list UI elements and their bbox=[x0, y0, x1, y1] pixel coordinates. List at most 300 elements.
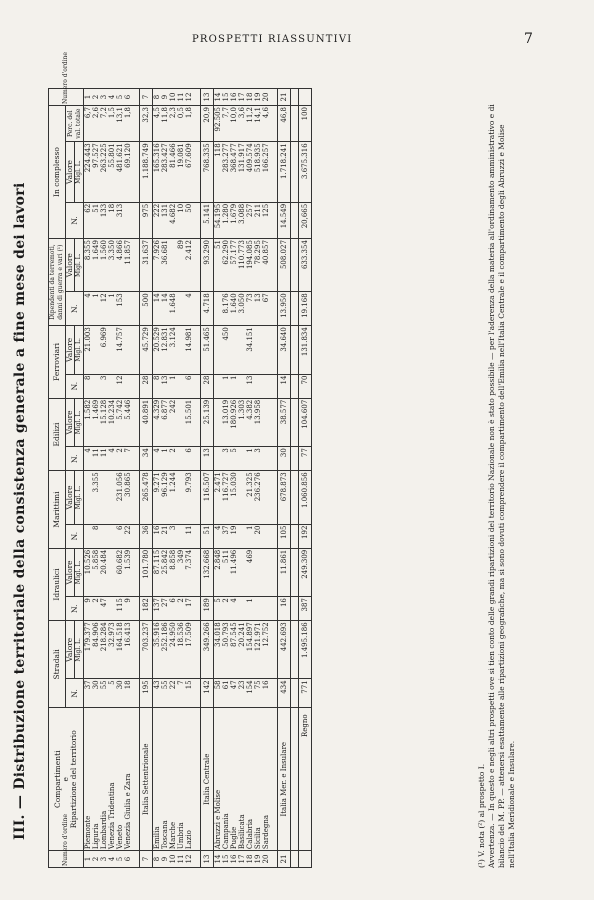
page-header bbox=[0, 31, 594, 54]
value-cell: 105 bbox=[278, 524, 291, 548]
value-cell bbox=[177, 398, 185, 446]
value-cell: 8.858 bbox=[169, 548, 177, 596]
region-name: Toscana bbox=[161, 708, 169, 851]
spacer-cell bbox=[132, 447, 140, 471]
spacer-cell bbox=[270, 679, 278, 708]
value-cell: 11.857 bbox=[124, 239, 132, 292]
value-cell: 132.668 bbox=[201, 548, 214, 596]
row-number: 2 bbox=[92, 851, 100, 868]
table-body bbox=[84, 89, 312, 868]
table-row bbox=[238, 89, 246, 868]
value-cell: 1.648 bbox=[169, 292, 177, 326]
value-cell bbox=[108, 524, 116, 548]
row-number: 1 bbox=[84, 851, 93, 868]
value-cell: 4 bbox=[230, 597, 238, 621]
value-cell: 1 bbox=[246, 447, 254, 471]
spacer-cell bbox=[132, 398, 140, 446]
value-cell: 1 bbox=[246, 524, 254, 548]
spacer-cell bbox=[291, 621, 299, 679]
value-cell bbox=[214, 374, 223, 398]
value-cell: 17 bbox=[185, 597, 193, 621]
value-cell: 51.465 bbox=[201, 326, 214, 374]
spacer-cell bbox=[193, 239, 201, 292]
value-cell: 218.284 bbox=[100, 621, 108, 679]
value-cell: 13 bbox=[254, 292, 262, 326]
value-cell: 1,8 bbox=[185, 106, 193, 142]
value-cell: 4 bbox=[153, 447, 162, 471]
value-cell: 6,7 bbox=[84, 106, 93, 142]
value-cell: 58 bbox=[214, 679, 223, 708]
row-number-right: 12 bbox=[185, 89, 193, 106]
table-row bbox=[185, 89, 193, 868]
row-number-right: 7 bbox=[140, 89, 153, 106]
value-cell: 51 bbox=[92, 202, 100, 238]
value-cell: 768.335 bbox=[201, 142, 214, 202]
row-number: 16 bbox=[230, 851, 238, 868]
value-cell bbox=[254, 374, 262, 398]
value-cell: 2 bbox=[92, 597, 100, 621]
value-cell bbox=[124, 292, 132, 326]
value-cell: 195 bbox=[140, 679, 153, 708]
value-cell: 1 bbox=[108, 292, 116, 326]
value-cell: 5 bbox=[230, 447, 238, 471]
value-cell: 87.115 bbox=[153, 548, 162, 596]
value-cell: 21.003 bbox=[84, 326, 93, 374]
hdr-valore: Valore bbox=[66, 398, 75, 446]
table-row bbox=[214, 89, 223, 868]
hdr-valore: Valore bbox=[66, 239, 75, 292]
value-cell: 131.834 bbox=[299, 326, 312, 374]
table-row bbox=[161, 89, 169, 868]
spacer-cell bbox=[270, 708, 278, 851]
table-row bbox=[100, 89, 108, 868]
spacer-cell bbox=[270, 239, 278, 292]
value-cell: 1.640 bbox=[230, 292, 238, 326]
value-cell: 14.981 bbox=[185, 326, 193, 374]
spacer-cell bbox=[132, 142, 140, 202]
hdr-migl: Migl. L. bbox=[75, 142, 84, 202]
spacer-cell bbox=[270, 621, 278, 679]
row-number: 6 bbox=[124, 851, 132, 868]
value-cell: 104.607 bbox=[299, 398, 312, 446]
value-cell: 37 bbox=[84, 679, 93, 708]
value-cell: 34 bbox=[140, 447, 153, 471]
value-cell: 45.729 bbox=[140, 326, 153, 374]
value-cell: 224.443 bbox=[84, 142, 93, 202]
value-cell: 34.018 bbox=[214, 621, 223, 679]
spacer-cell bbox=[291, 708, 299, 851]
value-cell bbox=[214, 326, 223, 374]
region-name: Calabria bbox=[246, 708, 254, 851]
table-row bbox=[230, 89, 238, 868]
value-cell bbox=[177, 471, 185, 524]
spacer-cell bbox=[270, 851, 278, 868]
value-cell: 11.861 bbox=[278, 548, 291, 596]
spacer-cell bbox=[291, 89, 299, 106]
value-cell: 57.177 bbox=[230, 239, 238, 292]
group-complesso: In complesso bbox=[49, 106, 66, 239]
value-cell: 349.266 bbox=[201, 621, 214, 679]
value-cell: 17.509 bbox=[185, 621, 193, 679]
value-cell: 55 bbox=[100, 679, 108, 708]
row-number-right: 9 bbox=[161, 89, 169, 106]
value-cell: 11 bbox=[92, 447, 100, 471]
row-number-right: 14 bbox=[214, 89, 223, 106]
spacer-cell bbox=[270, 447, 278, 471]
value-cell: 4 bbox=[84, 292, 93, 326]
value-cell: 84.906 bbox=[92, 621, 100, 679]
value-cell bbox=[238, 374, 246, 398]
spacer-cell bbox=[291, 548, 299, 596]
hdr-valore: Valore bbox=[66, 326, 75, 374]
value-cell: 30 bbox=[92, 679, 100, 708]
col-e-label: e bbox=[61, 777, 70, 782]
value-cell: 1,5 bbox=[108, 106, 116, 142]
row-number: 20 bbox=[262, 851, 270, 868]
value-cell: 97.527 bbox=[92, 142, 100, 202]
value-cell: 9 bbox=[124, 597, 132, 621]
value-cell: 92.505 bbox=[214, 106, 223, 142]
spacer-cell bbox=[291, 471, 299, 524]
value-cell: 28 bbox=[140, 374, 153, 398]
value-cell: 3.350 bbox=[108, 239, 116, 292]
spacer-cell bbox=[193, 524, 201, 548]
spacer-cell bbox=[270, 597, 278, 621]
value-cell: 11,8 bbox=[161, 106, 169, 142]
value-cell: 633.354 bbox=[299, 239, 312, 292]
value-cell: 15.128 bbox=[100, 398, 108, 446]
value-cell: 1.495.186 bbox=[299, 621, 312, 679]
region-name: Venezia Tridentina bbox=[108, 708, 116, 851]
value-cell: 1.188.749 bbox=[140, 142, 153, 202]
value-cell: 975 bbox=[140, 202, 153, 238]
value-cell bbox=[214, 447, 223, 471]
spacer-cell bbox=[270, 326, 278, 374]
region-name: Regno bbox=[299, 708, 312, 851]
value-cell: 7,2 bbox=[100, 106, 108, 142]
value-cell: 4 bbox=[214, 524, 223, 548]
value-cell: 771 bbox=[299, 679, 312, 708]
value-cell bbox=[230, 326, 238, 374]
page-number: 7 bbox=[524, 31, 533, 47]
value-cell: 283.427 bbox=[161, 142, 169, 202]
value-cell: 4,5 bbox=[153, 106, 162, 142]
hdr-n: N. bbox=[66, 447, 84, 471]
hdr-n: N. bbox=[66, 679, 84, 708]
hdr-n: N. bbox=[66, 374, 84, 398]
value-cell: 6.969 bbox=[100, 326, 108, 374]
value-cell bbox=[177, 374, 185, 398]
hdr-migl: Migl. L. bbox=[75, 548, 84, 596]
value-cell: 19 bbox=[230, 524, 238, 548]
value-cell: 703.237 bbox=[140, 621, 153, 679]
row-number-right: 11 bbox=[177, 89, 185, 106]
region-name: Veneto bbox=[116, 708, 124, 851]
value-cell: 1.060.856 bbox=[299, 471, 312, 524]
value-cell: 50.793 bbox=[222, 621, 230, 679]
value-cell: 70 bbox=[299, 374, 312, 398]
row-number: 9 bbox=[161, 851, 169, 868]
value-cell: 6 bbox=[185, 374, 193, 398]
value-cell: 89 bbox=[177, 239, 185, 292]
value-cell: 166.257 bbox=[262, 142, 270, 202]
value-cell: 481.621 bbox=[116, 142, 124, 202]
value-cell: 1.560 bbox=[100, 239, 108, 292]
hdr-n: N. bbox=[66, 524, 84, 548]
value-cell: 4.329 bbox=[153, 398, 162, 446]
value-cell bbox=[100, 524, 108, 548]
value-cell: 4 bbox=[84, 447, 93, 471]
value-cell: 180.926 bbox=[230, 398, 238, 446]
spacer-cell bbox=[270, 398, 278, 446]
row-number bbox=[299, 851, 312, 868]
value-cell bbox=[92, 326, 100, 374]
value-cell: 4.382 bbox=[246, 398, 254, 446]
value-cell: 18 bbox=[124, 679, 132, 708]
value-cell: 211 bbox=[254, 202, 262, 238]
spacer-cell bbox=[132, 597, 140, 621]
value-cell: 450 bbox=[222, 326, 230, 374]
table-row bbox=[108, 89, 116, 868]
table-row bbox=[254, 89, 262, 868]
value-cell bbox=[262, 548, 270, 596]
table-title: III. — Distribuzione territoriale della consistenza generale a fine mese dei lavori bbox=[12, 182, 28, 840]
value-cell: 67.609 bbox=[185, 142, 193, 202]
value-cell: 13.958 bbox=[254, 398, 262, 446]
value-cell: 6.877 bbox=[161, 398, 169, 446]
value-cell bbox=[92, 374, 100, 398]
spacer-cell bbox=[270, 471, 278, 524]
region-name: Basilicata bbox=[238, 708, 246, 851]
value-cell: 10.526 bbox=[84, 548, 93, 596]
value-cell: 81.466 bbox=[169, 142, 177, 202]
value-cell: 110.773 bbox=[238, 239, 246, 292]
value-cell: 121.971 bbox=[254, 621, 262, 679]
value-cell: 73 bbox=[246, 292, 254, 326]
value-cell: 7 bbox=[177, 679, 185, 708]
value-cell: 16.413 bbox=[124, 621, 132, 679]
value-cell: 15 bbox=[185, 679, 193, 708]
row-number-right: 20 bbox=[262, 89, 270, 106]
value-cell: 35.916 bbox=[153, 621, 162, 679]
row-number-right: 4 bbox=[108, 89, 116, 106]
row-number: 21 bbox=[278, 851, 291, 868]
row-number-right: 3 bbox=[100, 89, 108, 106]
row-number: 8 bbox=[153, 851, 162, 868]
value-cell: 47 bbox=[100, 597, 108, 621]
value-cell: 20,9 bbox=[201, 106, 214, 142]
value-cell: 3.675.316 bbox=[299, 142, 312, 202]
value-cell: 4,6 bbox=[262, 106, 270, 142]
row-number: 4 bbox=[108, 851, 116, 868]
value-cell: 118 bbox=[214, 142, 223, 202]
group-idraulici: Idraulici bbox=[49, 548, 66, 621]
running-title: PROSPETTI RIASSUNTIVI bbox=[192, 34, 353, 45]
group-marittimi: Marittimi bbox=[49, 471, 66, 548]
spacer-cell bbox=[193, 708, 201, 851]
value-cell: 242 bbox=[169, 398, 177, 446]
value-cell: 1 bbox=[161, 447, 169, 471]
value-cell bbox=[124, 326, 132, 374]
value-cell: 21 bbox=[161, 524, 169, 548]
region-name: Venezia Giulia e Zara bbox=[124, 708, 132, 851]
table-row bbox=[262, 89, 270, 868]
value-cell: 131.917 bbox=[238, 142, 246, 202]
value-cell: 20.484 bbox=[100, 548, 108, 596]
value-cell: 51 bbox=[214, 239, 223, 292]
value-cell: 3.124 bbox=[169, 326, 177, 374]
value-cell: 125 bbox=[262, 202, 270, 238]
value-cell: 2.412 bbox=[185, 239, 193, 292]
value-cell: 387 bbox=[299, 597, 312, 621]
value-cell: 4 bbox=[185, 292, 193, 326]
region-name: Liguria bbox=[92, 708, 100, 851]
total-row bbox=[299, 89, 312, 868]
value-cell: 67 bbox=[262, 292, 270, 326]
region-name: Sardegna bbox=[262, 708, 270, 851]
table-row bbox=[153, 89, 162, 868]
region-name: Italia Mer. e Insulare bbox=[278, 708, 291, 851]
value-cell: 25.842 bbox=[161, 548, 169, 596]
value-cell: 10,0 bbox=[230, 106, 238, 142]
table-row bbox=[222, 89, 230, 868]
region-name: Sicilia bbox=[254, 708, 262, 851]
spacer-cell bbox=[270, 548, 278, 596]
value-cell: 131 bbox=[161, 202, 169, 238]
spacer-cell bbox=[132, 292, 140, 326]
table-row bbox=[116, 89, 124, 868]
value-cell: 133 bbox=[100, 202, 108, 238]
value-cell bbox=[262, 326, 270, 374]
spacer-cell bbox=[132, 524, 140, 548]
spacer-row bbox=[193, 89, 201, 868]
value-cell: 62.290 bbox=[222, 239, 230, 292]
value-cell: 252.186 bbox=[161, 621, 169, 679]
value-cell: 30 bbox=[116, 679, 124, 708]
value-cell: 2 bbox=[177, 597, 185, 621]
row-number: 15 bbox=[222, 851, 230, 868]
value-cell: 54.195 bbox=[214, 202, 223, 238]
spacer-cell bbox=[291, 106, 299, 142]
spacer-cell bbox=[291, 326, 299, 374]
value-cell bbox=[124, 202, 132, 238]
value-cell: 11 bbox=[100, 447, 108, 471]
spacer-cell bbox=[291, 374, 299, 398]
value-cell bbox=[254, 597, 262, 621]
region-name: Lazio bbox=[185, 708, 193, 851]
value-cell bbox=[108, 374, 116, 398]
value-cell bbox=[177, 326, 185, 374]
value-cell: 508.027 bbox=[278, 239, 291, 292]
value-cell bbox=[262, 447, 270, 471]
spacer-cell bbox=[193, 292, 201, 326]
value-cell: 179.377 bbox=[84, 621, 93, 679]
spacer-cell bbox=[193, 679, 201, 708]
value-cell bbox=[238, 471, 246, 524]
spacer-cell bbox=[193, 374, 201, 398]
value-cell: 78.295 bbox=[254, 239, 262, 292]
spacer-cell bbox=[193, 398, 201, 446]
hdr-valore: Valore bbox=[66, 548, 75, 596]
value-cell: 69.120 bbox=[124, 142, 132, 202]
spacer-cell bbox=[132, 679, 140, 708]
spacer-row bbox=[291, 89, 299, 868]
row-number-right: 16 bbox=[230, 89, 238, 106]
row-number-right: 18 bbox=[246, 89, 254, 106]
value-cell: 19.168 bbox=[299, 292, 312, 326]
value-cell: 30.865 bbox=[124, 471, 132, 524]
value-cell: 8 bbox=[92, 524, 100, 548]
value-cell bbox=[108, 597, 116, 621]
value-cell: 20 bbox=[254, 524, 262, 548]
region-name: Puglie bbox=[230, 708, 238, 851]
value-cell: 3.355 bbox=[92, 471, 100, 524]
value-cell: 182 bbox=[140, 597, 153, 621]
value-cell: 101.780 bbox=[140, 548, 153, 596]
value-cell: 1.280 bbox=[222, 202, 230, 238]
value-cell bbox=[262, 524, 270, 548]
value-cell bbox=[214, 398, 223, 446]
value-cell: 5.446 bbox=[124, 398, 132, 446]
value-cell: 12.831 bbox=[161, 326, 169, 374]
spacer-cell bbox=[193, 106, 201, 142]
region-name: Lombardia bbox=[100, 708, 108, 851]
row-number-right: 17 bbox=[238, 89, 246, 106]
value-cell: 37 bbox=[222, 524, 230, 548]
value-cell: 442.693 bbox=[278, 621, 291, 679]
value-cell: 13 bbox=[246, 374, 254, 398]
value-cell bbox=[238, 447, 246, 471]
value-cell bbox=[177, 447, 185, 471]
value-cell: 153 bbox=[116, 292, 124, 326]
row-number: 3 bbox=[100, 851, 108, 868]
value-cell: 263.225 bbox=[100, 142, 108, 202]
value-cell bbox=[169, 239, 177, 292]
value-cell: 8 bbox=[84, 374, 93, 398]
value-cell bbox=[262, 597, 270, 621]
spacer-cell bbox=[270, 292, 278, 326]
col-numero-ordine-right: Numero d'ordine bbox=[49, 89, 84, 106]
value-cell: 40.857 bbox=[262, 239, 270, 292]
value-cell: 265.478 bbox=[140, 471, 153, 524]
value-cell: 2 bbox=[169, 447, 177, 471]
spacer-cell bbox=[270, 374, 278, 398]
footnote-1: (¹) V. nota (²) al prospetto I. bbox=[477, 763, 486, 868]
value-cell: 1.303 bbox=[238, 398, 246, 446]
value-cell: 3 bbox=[222, 447, 230, 471]
row-number: 19 bbox=[254, 851, 262, 868]
region-name: Italia Centrale bbox=[201, 708, 214, 851]
value-cell: 194.085 bbox=[246, 239, 254, 292]
footnotes bbox=[477, 88, 517, 868]
spacer-cell bbox=[132, 621, 140, 679]
value-cell: 1.469 bbox=[92, 398, 100, 446]
spacer-cell bbox=[132, 374, 140, 398]
region-name: Piemonte bbox=[84, 708, 93, 851]
row-number-right: 8 bbox=[153, 89, 162, 106]
value-cell: 47 bbox=[230, 679, 238, 708]
row-number-right: 10 bbox=[169, 89, 177, 106]
value-cell: 23 bbox=[238, 679, 246, 708]
value-cell: 2.471 bbox=[214, 471, 223, 524]
value-cell: 11.496 bbox=[230, 548, 238, 596]
value-cell bbox=[214, 292, 223, 326]
spacer-cell bbox=[132, 851, 140, 868]
value-cell: 62 bbox=[84, 202, 93, 238]
value-cell: 1.244 bbox=[169, 471, 177, 524]
value-cell: 1.649 bbox=[92, 239, 100, 292]
row-number-right: 2 bbox=[92, 89, 100, 106]
